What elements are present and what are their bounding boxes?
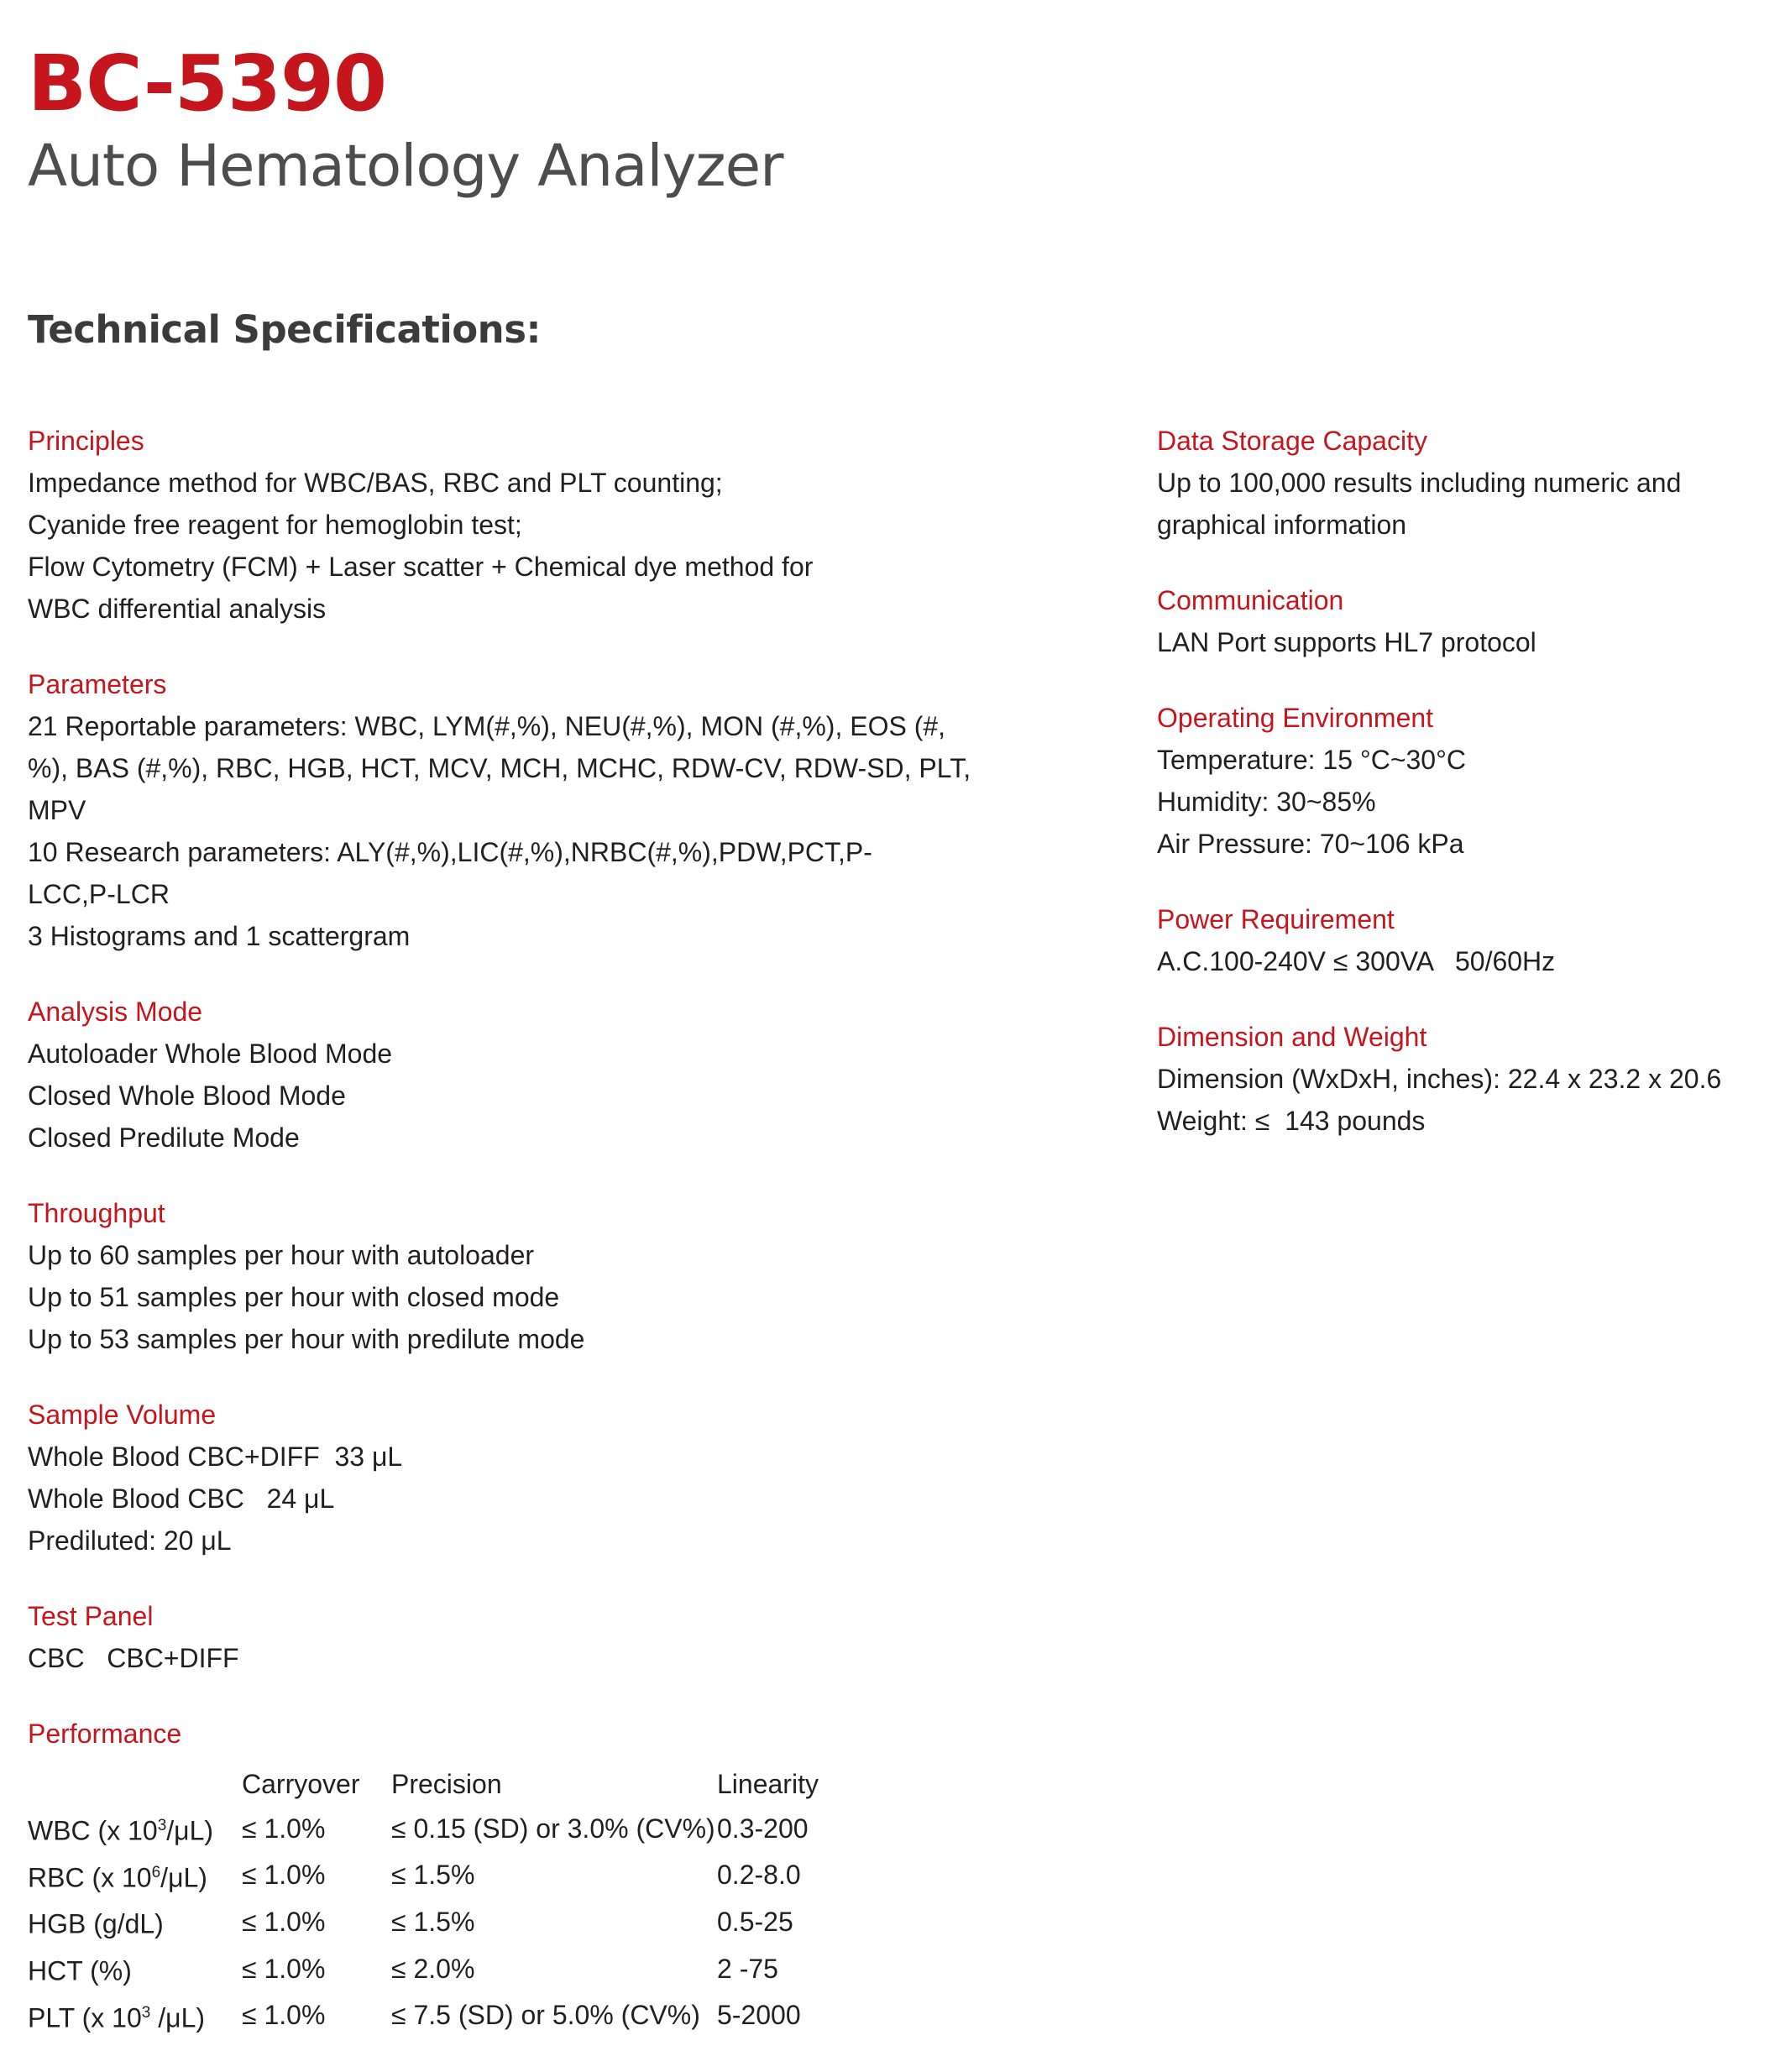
performance-section: [28, 1713, 901, 2038]
table-row: [28, 1898, 885, 1945]
section-title: Sample Volume: [28, 1400, 217, 1430]
precision-cell: ≤ 0.15 (SD) or 3.0% (CV%): [391, 1813, 715, 1844]
column-header: Precision: [391, 1769, 502, 1799]
table-row: [28, 1852, 885, 1899]
linearity-cell: 0.3-200: [717, 1813, 809, 1844]
section-title: Analysis Mode: [28, 997, 203, 1027]
column-header: [28, 1763, 242, 1805]
section-title: Dimension and Weight: [1157, 1022, 1427, 1052]
linearity-cell: 5-2000: [717, 2000, 801, 2031]
section-title: Power Requirement: [1157, 904, 1395, 934]
spec-line: %), BAS (#,%), RBC, HGB, HCT, MCV, MCH, MCHC, RDW-CV, RDW-SD, PLT,: [28, 753, 971, 783]
section-title: Operating Environment: [1157, 703, 1434, 733]
parameter-cell: HGB (g/dL): [28, 1908, 164, 1939]
parameter-cell: RBC (x $10^6/\mu L$): [28, 1862, 207, 1893]
spec-line: A.C.100-240V ≤ 300VA 50/60Hz: [1157, 946, 1556, 976]
power-requirement-section: [1157, 898, 1761, 982]
product-subtitle: Auto Hematology Analyzer: [28, 133, 783, 200]
spec-line: Up to 53 samples per hour with predilute mode: [28, 1324, 585, 1354]
section-title: Performance: [28, 1719, 182, 1749]
product-model: BC-5390: [28, 39, 386, 128]
column-header: Linearity: [717, 1769, 819, 1799]
communication-section: [1157, 579, 1761, 663]
spec-line: Up to 60 samples per hour with autoloader: [28, 1240, 535, 1270]
section-title: Principles: [28, 426, 144, 456]
spec-line: Whole Blood CBC+DIFF 33 μL: [28, 1442, 403, 1472]
parameters-section: [28, 663, 971, 957]
spec-line: Up to 51 samples per hour with closed mode: [28, 1282, 560, 1312]
spec-line: Whole Blood CBC 24 μL: [28, 1483, 335, 1514]
spec-line: LAN Port supports HL7 protocol: [1157, 627, 1536, 657]
sample-volume-section: [28, 1394, 901, 1562]
section-title: Communication: [1157, 585, 1344, 615]
table-row: [28, 1945, 885, 1992]
parameter-cell: HCT (%): [28, 1955, 132, 1986]
spec-line: Temperature: 15 °C~30°C: [1157, 745, 1466, 775]
spec-line: Air Pressure: 70~106 kPa: [1157, 829, 1464, 859]
precision-cell: ≤ 2.0%: [391, 1953, 475, 1984]
parameter-cell: WBC (x $10^3/\mu L$): [28, 1815, 214, 1846]
table-row: [28, 1992, 885, 2039]
spec-line: Prediluted: 20 μL: [28, 1525, 232, 1556]
spec-line: Closed Predilute Mode: [28, 1122, 300, 1153]
spec-line: 10 Research parameters: ALY(#,%),LIC(#,%),NRBC(#,%),PDW,PCT,P-: [28, 837, 872, 867]
performance-table: [28, 1763, 885, 2038]
linearity-cell: 2 -75: [717, 1953, 778, 1984]
spec-line: 3 Histograms and 1 scattergram: [28, 921, 411, 951]
test-panel-section: [28, 1595, 901, 1679]
spec-line: 21 Reportable parameters: WBC, LYM(#,%), NEU(#,%), MON (#,%), EOS (#,: [28, 711, 946, 741]
section-title: Parameters: [28, 669, 167, 699]
carryover-cell: ≤ 1.0%: [242, 1860, 326, 1891]
spec-line: WBC differential analysis: [28, 594, 327, 624]
spec-line: Humidity: 30~85%: [1157, 787, 1376, 817]
linearity-cell: 0.2-8.0: [717, 1860, 801, 1891]
spec-line: Dimension (WxDxH, inches): 22.4 x 23.2 x 20.6: [1157, 1064, 1722, 1094]
column-header: Carryover: [242, 1769, 360, 1799]
spec-line: Cyanide free reagent for hemoglobin test;: [28, 510, 522, 540]
spec-line: CBC CBC+DIFF: [28, 1643, 239, 1673]
section-title: Test Panel: [28, 1601, 154, 1631]
linearity-cell: 0.5-25: [717, 1907, 793, 1938]
principles-section: [28, 420, 901, 630]
operating-environment-section: [1157, 697, 1761, 865]
precision-cell: ≤ 1.5%: [391, 1860, 475, 1891]
left-column: [28, 420, 971, 2072]
throughput-section: [28, 1192, 901, 1360]
spec-line: Weight: ≤ 143 pounds: [1157, 1106, 1426, 1136]
technical-specifications-heading: Technical Specifications:: [28, 307, 541, 352]
section-title: Data Storage Capacity: [1157, 426, 1427, 456]
spec-line: Autoloader Whole Blood Mode: [28, 1039, 393, 1069]
carryover-cell: ≤ 1.0%: [242, 2000, 326, 2031]
table-row: [28, 1805, 885, 1852]
spec-line: LCC,P-LCR: [28, 879, 170, 909]
analysis-mode-section: [28, 991, 901, 1159]
spec-line: Impedance method for WBC/BAS, RBC and PLT counting;: [28, 468, 723, 498]
section-title: Throughput: [28, 1198, 165, 1228]
spec-line: graphical information: [1157, 510, 1407, 540]
dimension-weight-section: [1157, 1016, 1761, 1142]
spec-line: MPV: [28, 795, 86, 825]
data-storage-section: [1157, 420, 1761, 546]
right-column: [1157, 420, 1761, 1175]
spec-line: Flow Cytometry (FCM) + Laser scatter + Chemical dye method for: [28, 552, 814, 582]
precision-cell: ≤ 1.5%: [391, 1907, 475, 1938]
carryover-cell: ≤ 1.0%: [242, 1813, 326, 1844]
parameter-cell: PLT (x $10^3$ /μL): [28, 2002, 206, 2033]
carryover-cell: ≤ 1.0%: [242, 1953, 326, 1984]
precision-cell: ≤ 7.5 (SD) or 5.0% (CV%): [391, 2000, 700, 2031]
carryover-cell: ≤ 1.0%: [242, 1907, 326, 1938]
spec-line: Closed Whole Blood Mode: [28, 1080, 346, 1111]
table-header-row: [28, 1763, 885, 1805]
spec-line: Up to 100,000 results including numeric and: [1157, 468, 1682, 498]
